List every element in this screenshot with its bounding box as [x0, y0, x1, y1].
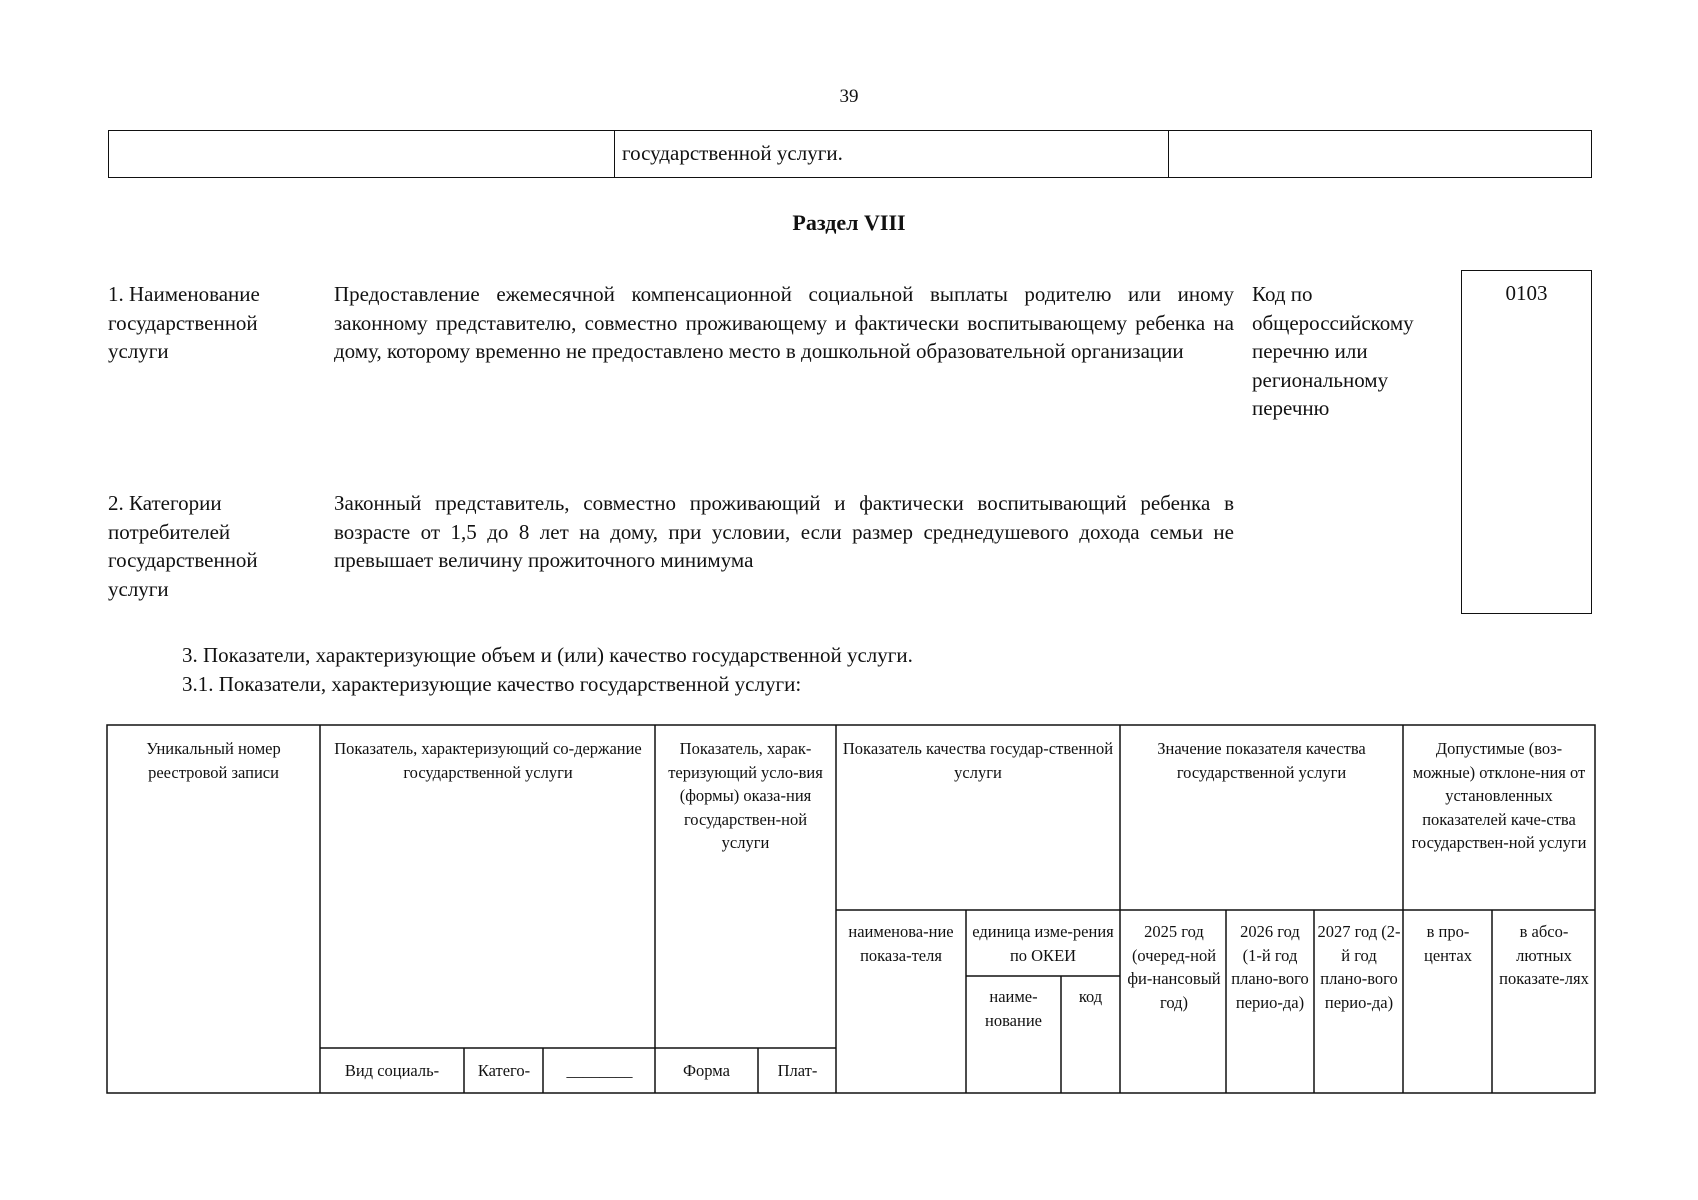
- header-year-2026: 2026 год (1-й год плано-вого перио-да): [1231, 922, 1309, 1012]
- header-year-2027: 2027 год (2-й год плано-вого перио-да): [1317, 922, 1401, 1012]
- subheader-blank: ________: [566, 1061, 633, 1080]
- header-conditions-indicator: Показатель, харак-теризующий усло-вия (формы) оказа-ния государствен-ной услуги: [668, 739, 823, 852]
- paragraph-3-1: 3.1. Показатели, характеризующие качество государственной услуги:: [182, 672, 802, 696]
- consumer-category-text: Законный представитель, совместно проживающий и фактически воспитывающий ребенка в возрасте от 1,5 до 8 лет на дому, при условии, если размер среднедушевого дохода семьи не превышает величину прожиточного минимума: [334, 491, 1234, 572]
- header-quality-value: Значение показателя качества государственной услуги: [1157, 739, 1366, 782]
- header-unit-name: наиме-нование: [985, 987, 1042, 1030]
- subheader-category: Катего-: [477, 1061, 531, 1080]
- header-year-2025: 2025 год (очеред-ной фи-нансовый год): [1127, 922, 1221, 1012]
- code-value: 0103: [1505, 281, 1548, 305]
- page-number: 39: [839, 86, 859, 107]
- header-deviation-absolute: в абсо-лютных показате-лях: [1499, 922, 1589, 988]
- header-okei-unit: единица изме-рения по ОКЕИ: [972, 922, 1114, 965]
- paragraph-3: 3. Показатели, характеризующие объем и (или) качество государственной услуги.: [182, 643, 913, 667]
- header-quality-indicator: Показатель качества государ-ственной услуги: [842, 739, 1114, 782]
- header-unit-code: код: [1078, 987, 1103, 1006]
- subheader-payment: Плат-: [777, 1061, 818, 1080]
- continuation-cell: государственной услуги.: [614, 131, 1169, 177]
- section-title: Раздел VIII: [792, 210, 906, 235]
- header-deviation: Допустимые (воз-можные) отклоне-ния от установленных показателей каче-ства государствен-ной услуги: [1411, 739, 1587, 852]
- subheader-form: Форма: [683, 1061, 730, 1080]
- service-name-label: 1. Наименование государственной услуги: [108, 282, 260, 363]
- code-label: Код по общероссийскому перечню или региональному перечню: [1252, 282, 1414, 420]
- consumer-category-label: 2. Категории потребителей государственной услуги: [108, 491, 258, 601]
- header-deviation-percent: в про-центах: [1424, 922, 1472, 965]
- header-indicator-name: наименова-ние показа-теля: [848, 922, 954, 965]
- header-content-indicator: Показатель, характеризующий со-держание государственной услуги: [334, 739, 642, 782]
- header-unique-number: Уникальный номер реестровой записи: [146, 739, 281, 782]
- subheader-social-type: Вид социаль-: [344, 1061, 440, 1080]
- service-name-text: Предоставление ежемесячной компенсационной социальной выплаты родителю или иному законному представителю, совместно проживающему и фактически воспитывающему ребенка на дому, которому временно не предоставлено место в дошкольной образовательной организации: [334, 282, 1234, 363]
